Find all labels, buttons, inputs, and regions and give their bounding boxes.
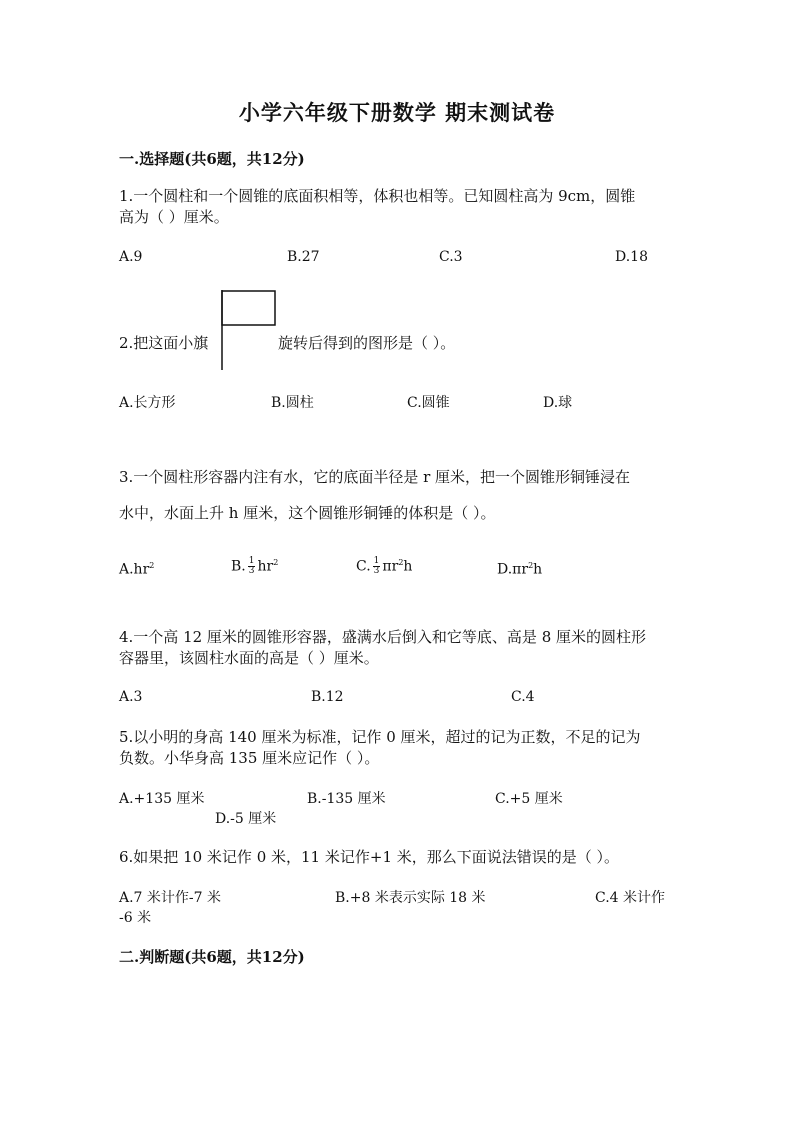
- question-1-option-b: B.27: [287, 249, 320, 265]
- question-3-line-1: 3.一个圆柱形容器内注有水，它的底面半径是 r 厘米，把一个圆锥形铜锤浸在: [119, 468, 631, 486]
- question-1-option-a: A.9: [119, 249, 143, 265]
- question-3-line-2: 水中，水面上升 h 厘米，这个圆锥形铜锤的体积是（ ）。: [119, 504, 496, 522]
- question-3-option-b: B. $\frac{1}{3}$ $hr^2$: [231, 556, 279, 576]
- question-3-option-d: $D.\pi r^2h$: [497, 561, 543, 578]
- question-6-option-c: C.4 米计作: [595, 890, 666, 906]
- question-6-option-b: B.+8 米表示实际 18 米: [335, 890, 486, 906]
- section-heading-choice: 一.选择题(共6题，共12分): [119, 150, 305, 168]
- fraction: $\frac{1}{3}$: [373, 556, 380, 576]
- page-title: 小学六年级下册数学 期末测试卷: [238, 100, 556, 125]
- question-4-option-b: B.12: [311, 689, 344, 705]
- question-6-option-a: A.7 米计作-7 米: [119, 890, 222, 906]
- question-1-line-2: 高为（ ）厘米。: [119, 208, 229, 226]
- question-5-option-d: D.-5 厘米: [215, 811, 277, 827]
- question-5-line-1: 5.以小明的身高 140 厘米为标准，记作 0 厘米，超过的记为正数，不足的记为: [119, 728, 641, 746]
- question-4-option-c: C.4: [511, 689, 535, 705]
- flag-figure: [221, 290, 277, 370]
- section-heading-judgement: 二.判断题(共6题，共12分): [119, 948, 305, 966]
- question-4-line-2: 容器里，该圆柱水面的高是（ ）厘米。: [119, 649, 379, 667]
- question-2-option-d: D.球: [543, 395, 573, 411]
- fraction: $\frac{1}{3}$: [248, 556, 255, 576]
- question-6-line-1: 6.如果把 10 米记作 0 米，11 米记作+1 米，那么下面说法错误的是（ ）。: [119, 848, 620, 866]
- question-5-option-b: B.-135 厘米: [307, 791, 386, 807]
- question-1-option-c: C.3: [439, 249, 463, 265]
- question-1-option-d: D.18: [615, 249, 648, 265]
- question-2-prefix: 2.把这面小旗: [119, 334, 209, 352]
- question-3-option-a: $A.hr^2$: [119, 561, 155, 578]
- question-1-line-1: 1.一个圆柱和一个圆锥的底面积相等，体积也相等。已知圆柱高为 9cm，圆锥: [119, 187, 636, 205]
- question-2-option-c: C.圆锥: [407, 395, 450, 411]
- question-2-option-b: B.圆柱: [271, 395, 314, 411]
- question-5-line-2: 负数。小华身高 135 厘米应记作（ ）。: [119, 749, 380, 767]
- question-3-option-c: C. $\frac{1}{3}$ $\pi r^2h$: [356, 556, 413, 576]
- question-4-line-1: 4.一个高 12 厘米的圆锥形容器，盛满水后倒入和它等底、高是 8 厘米的圆柱形: [119, 628, 647, 646]
- question-5-option-a: A.+135 厘米: [119, 791, 205, 807]
- question-2-suffix: 旋转后得到的图形是（ ）。: [278, 334, 456, 352]
- question-2-option-a: A.长方形: [119, 395, 176, 411]
- question-6-option-c-continued: -6 米: [119, 910, 152, 926]
- question-4-option-a: A.3: [119, 689, 143, 705]
- question-5-option-c: C.+5 厘米: [495, 791, 563, 807]
